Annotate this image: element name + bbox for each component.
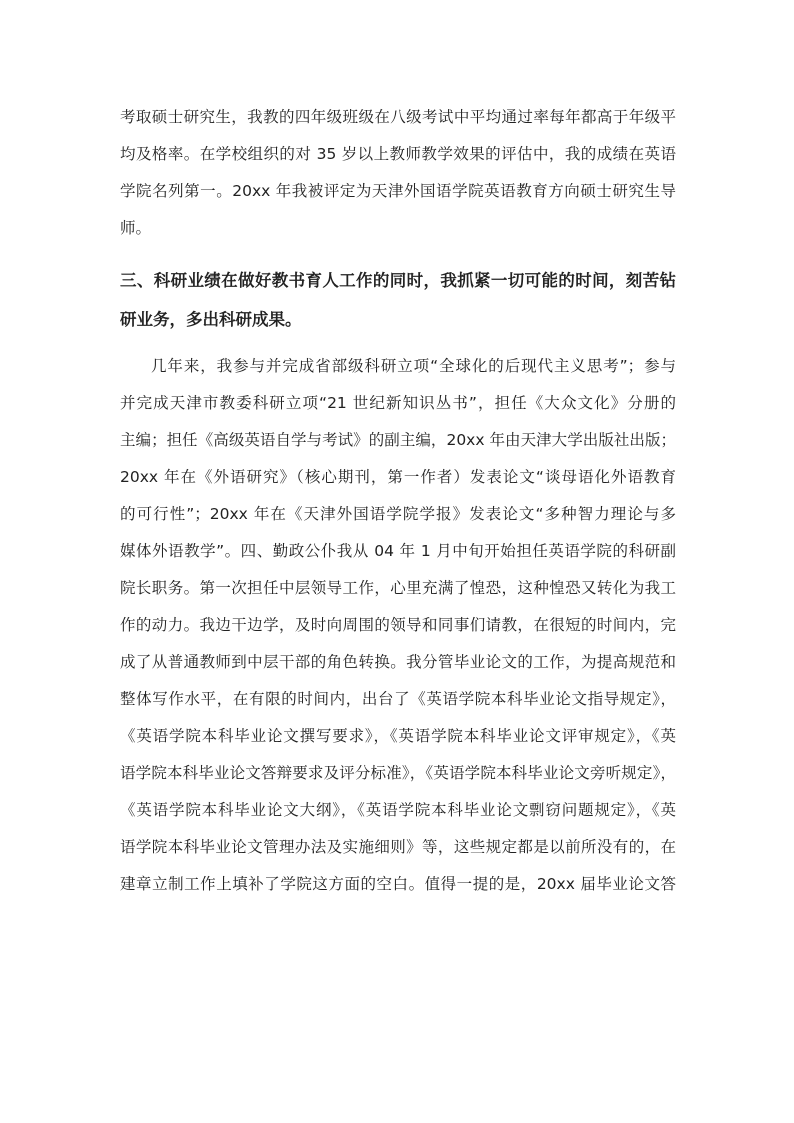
paragraph-spacer (120, 247, 676, 261)
paragraph-spacer (120, 339, 676, 348)
text-line: 建章立制工作上填补了学院这方面的空白。值得一提的是，20xx 届毕业论文答 (120, 875, 676, 893)
text-line: 整体写作水平，在有限的时间内，出台了《英语学院本科毕业论文指导规定》， (120, 690, 676, 708)
text-line: 《英语学院本科毕业论文撰写要求》，《英语学院本科毕业论文评审规定》，《英 (120, 727, 676, 745)
text-line: 20xx 年在《外语研究》（核心期刊，第一作者）发表论文“谈母语化外语教育 (120, 468, 676, 486)
text-line: 语学院本科毕业论文管理办法及实施细则》等，这些规定都是以前所没有的，在 (120, 838, 676, 856)
text-line: 院长职务。第一次担任中层领导工作，心里充满了惶恐，这种惶恐又转化为我工 (120, 579, 676, 597)
text-line: 媒体外语教学”。四、勤政公仆我从 04 年 1 月中旬开始担任英语学院的科研副 (120, 542, 676, 560)
heading-line: 研业务，多出科研成果。 (120, 310, 302, 329)
heading-line: 三、科研业绩在做好教书育人工作的同时，我抓紧一切可能的时间，刻苦钻 (120, 271, 676, 290)
text-line: 考取硕士研究生，我教的四年级班级在八级考试中平均通过率每年都高于年级平 (120, 108, 676, 126)
text-line: 的可行性”；20xx 年在《天津外国语学院学报》发表论文“多种智力理论与多 (120, 505, 676, 523)
text-line: 师。 (120, 219, 152, 237)
text-line: 主编；担任《高级英语自学与考试》的副主编，20xx 年由天津大学出版社出版； (120, 431, 676, 449)
text-line: 并完成天津市教委科研立项“21 世纪新知识丛书”，担任《大众文化》分册的 (120, 394, 676, 412)
section-heading-research (120, 261, 676, 339)
text-line: 《英语学院本科毕业论文大纲》，《英语学院本科毕业论文剽窃问题规定》，《英 (120, 801, 676, 819)
text-line: 语学院本科毕业论文答辩要求及评分标准》，《英语学院本科毕业论文旁听规定》， (120, 764, 676, 782)
text-line: 均及格率。在学校组织的对 35 岁以上教师教学效果的评估中，我的成绩在英语 (120, 145, 676, 163)
paragraph-research-details (120, 348, 676, 903)
text-line: 学院名列第一。20xx 年我被评定为天津外国语学院英语教育方向硕士研究生导 (120, 182, 676, 200)
document-body (120, 99, 676, 903)
text-line: 作的动力。我边干边学，及时向周围的领导和同事们请教，在很短的时间内，完 (120, 616, 676, 634)
text-line: 成了从普通教师到中层干部的角色转换。我分管毕业论文的工作，为提高规范和 (120, 653, 676, 671)
text-line: 几年来，我参与并完成省部级科研立项“全球化的后现代主义思考”；参与 (151, 357, 676, 375)
paragraph-teaching-results (120, 99, 676, 247)
